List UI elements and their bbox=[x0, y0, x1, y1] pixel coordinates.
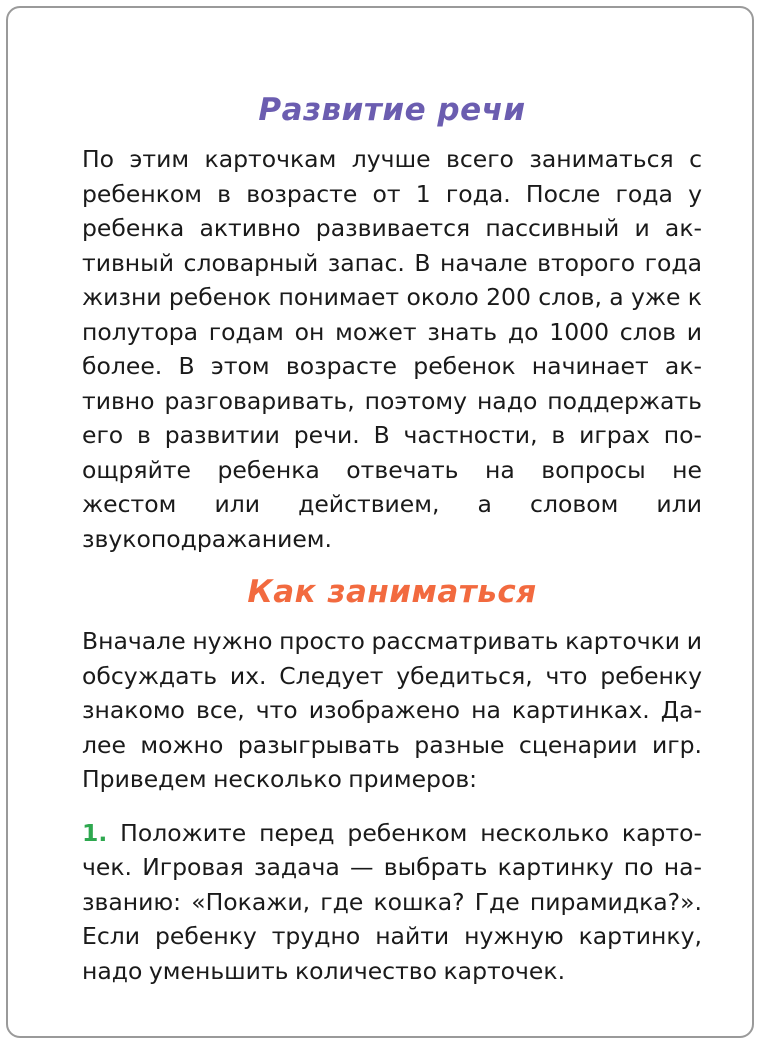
section-title-speech-development: Развитие речи bbox=[258, 92, 526, 128]
speech-development-paragraph: По этим карточкам лучше всего заниматься с ребенком в возрасте от 1 года. После года у ребенка активно развивается пассивный и активный словарный запас. В начале второго года жизни ребенок понимает около 200 слов, а уже к полутора годам он может знать до 1000 слов и более. В этом возрасте ребенок начинает активно разговаривать, поэтому надо поддержать его в развитии речи. В частности, в играх поощряйте ребенка отвечать на вопросы не жестом или действием, а словом или звукоподражанием. bbox=[82, 145, 702, 553]
example-item-1-number: 1. bbox=[82, 818, 108, 847]
card-content bbox=[82, 86, 702, 988]
example-item-1 bbox=[82, 816, 702, 989]
how-to-practice-paragraph: Вначале нужно просто рассматривать карточки и обсуждать их. Следует убедиться, что ребенку знакомо все, что изображено на картинках. Далее можно разыгрывать разные сценарии игр. Приведем несколько примеров: bbox=[82, 627, 702, 793]
section-title-how-to-practice: Как заниматься bbox=[247, 574, 537, 610]
example-item-1-text: Положите перед ребенком несколько карточек. Игровая задача — выбрать картинку по названию: «Покажи, где кошка? Где пирамидка?». Если ребенку трудно найти нужную картинку, надо уменьшить количество карточек. bbox=[82, 818, 702, 985]
card-frame bbox=[6, 6, 754, 1038]
